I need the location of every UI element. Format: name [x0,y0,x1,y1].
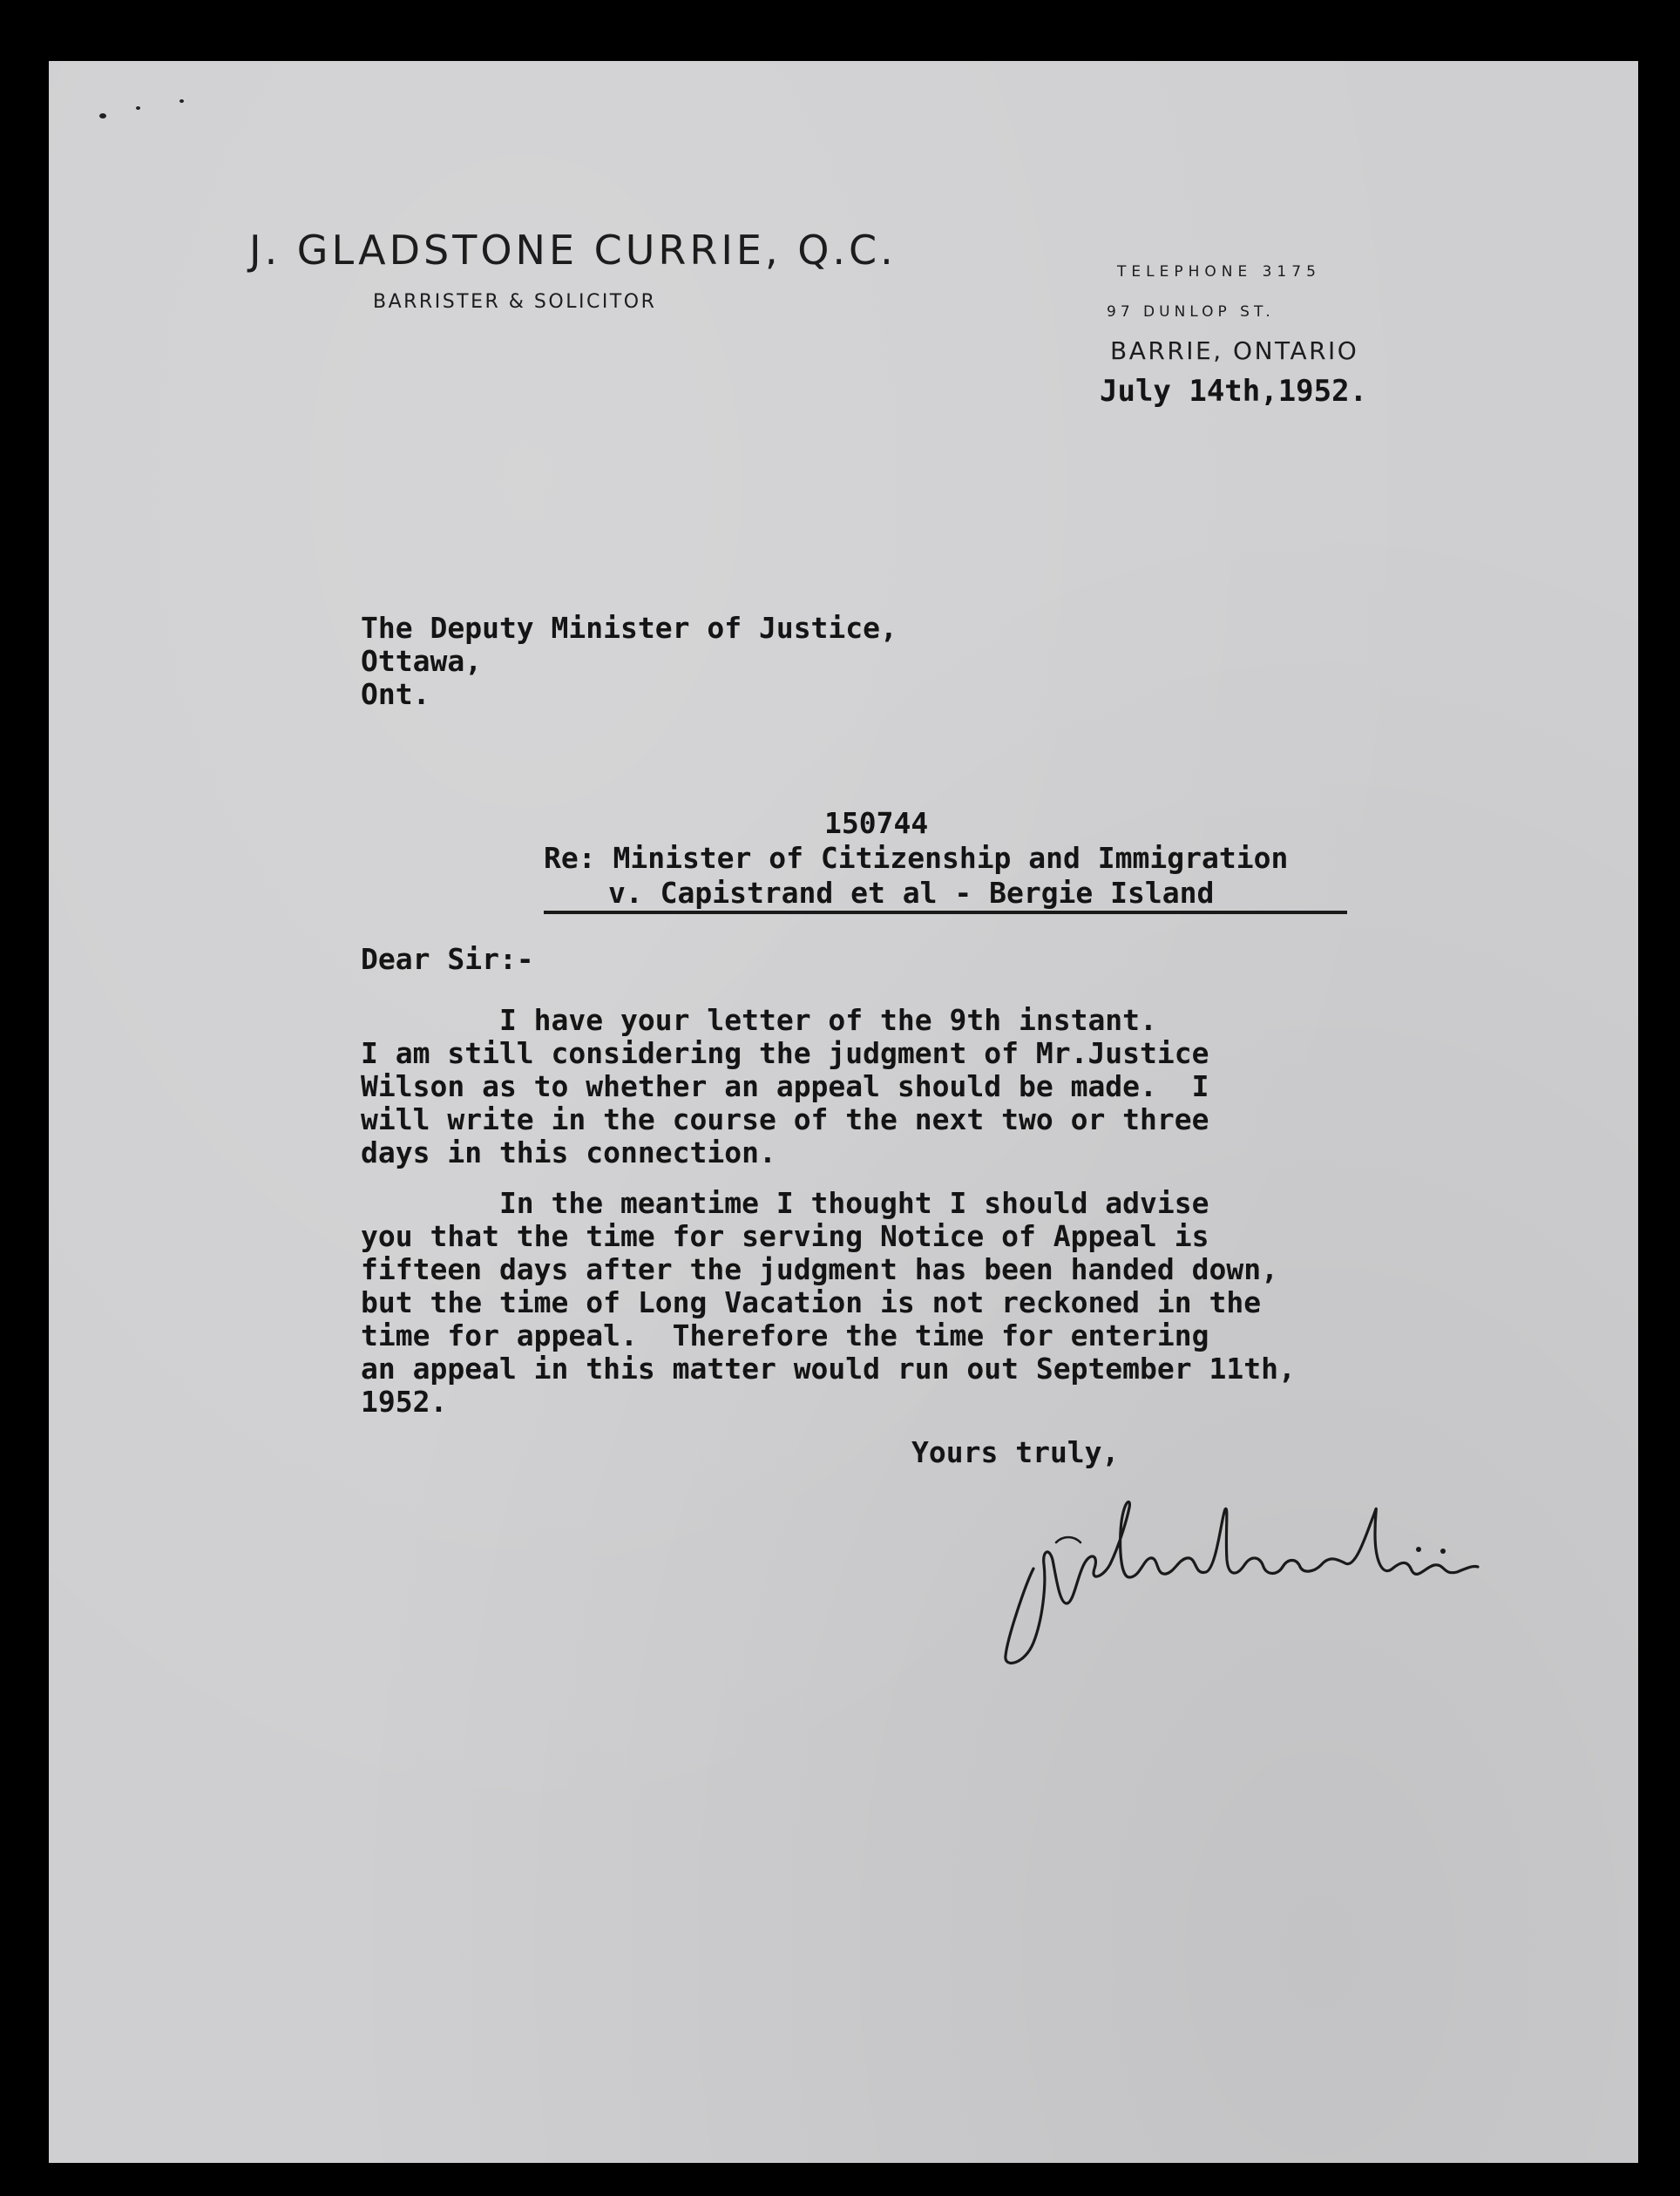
reference-underline [544,911,1347,914]
body-paragraph-2 [361,1187,1296,1419]
speck-mark [99,113,106,119]
addressee-line: Ont. [361,677,430,711]
addressee-line: Ottawa, [361,644,483,678]
body-line: you that the time for serving Notice of Appeal is [361,1219,1209,1253]
speck-mark [180,99,184,103]
file-number: 150744 [824,806,929,840]
handwritten-signature [972,1481,1495,1673]
body-line: fifteen days after the judgment has been handed down, [361,1252,1278,1286]
body-line: will write in the course of the next two or three [361,1102,1209,1136]
letter-date: July 14th,1952. [1100,374,1368,409]
reference-line-1: Re: Minister of Citizenship and Immigration [544,841,1289,875]
body-line: I have your letter of the 9th instant. [361,1003,1157,1037]
addressee-block [361,612,898,711]
letterhead-title: BARRISTER & SOLICITOR [373,291,657,313]
body-line: In the meantime I thought I should advise [361,1186,1209,1220]
body-line: but the time of Long Vacation is not reckoned in the [361,1285,1262,1319]
body-line: Wilson as to whether an appeal should be made. I [361,1069,1209,1103]
reference-line-2: v. Capistrand et al - Bergie Island [608,876,1215,910]
body-line: 1952. [361,1385,448,1419]
body-paragraph-1 [361,1004,1209,1169]
letterhead-city: BARRIE, ONTARIO [1110,336,1359,365]
salutation: Dear Sir:- [361,942,534,976]
body-line: an appeal in this matter would run out September 11th, [361,1352,1296,1386]
letterhead-telephone: TELEPHONE 3175 [1117,263,1321,281]
body-line: I am still considering the judgment of Mr.Justice [361,1036,1209,1070]
addressee-line: The Deputy Minister of Justice, [361,611,898,645]
body-line: days in this connection. [361,1135,776,1169]
closing: Yours truly, [911,1435,1120,1469]
speck-mark [136,106,140,110]
body-line: time for appeal. Therefore the time for entering [361,1318,1209,1352]
letterhead-name: J. GLADSTONE CURRIE, Q.C. [249,227,897,274]
letter-page [49,61,1638,2163]
letterhead-street: 97 DUNLOP ST. [1107,303,1275,321]
